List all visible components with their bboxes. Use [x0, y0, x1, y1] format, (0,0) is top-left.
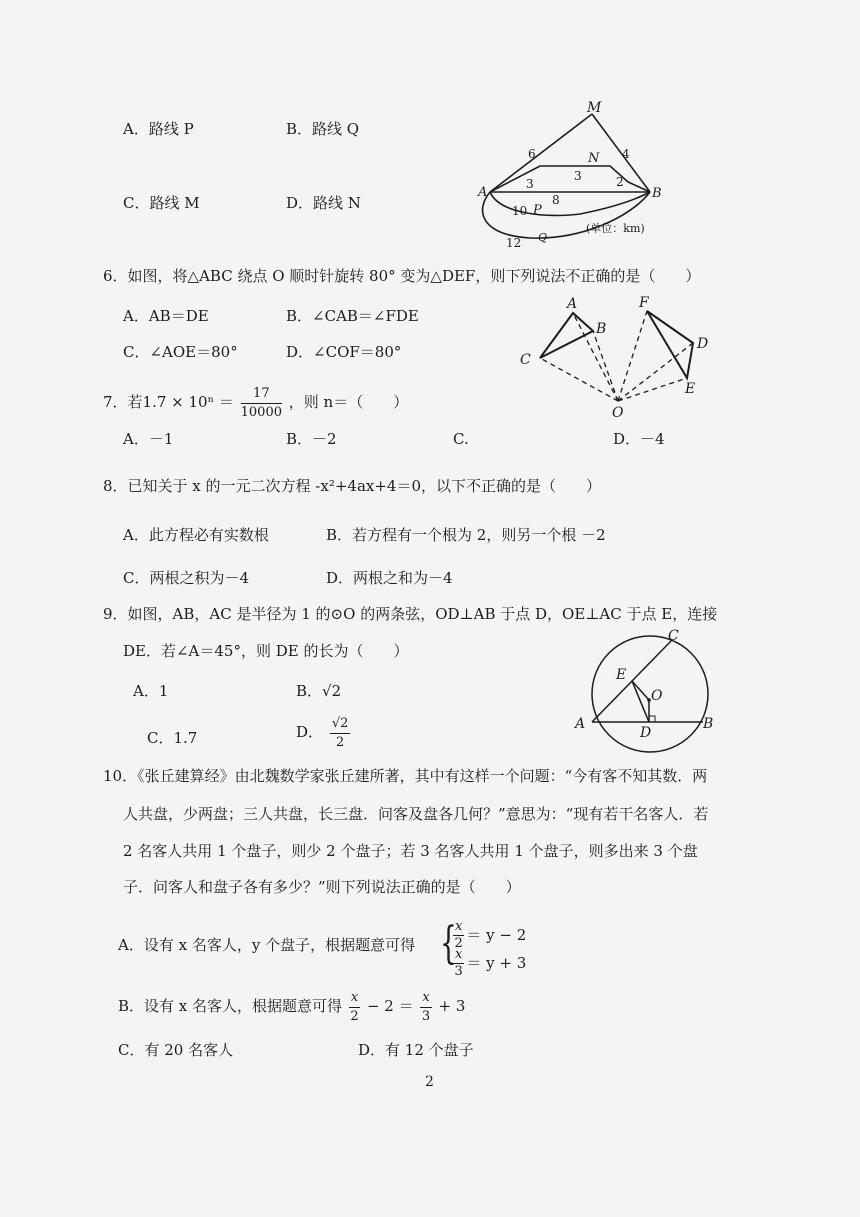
q10-option-b-end: + 3: [438, 997, 466, 1016]
q9-stem-line-2: DE．若∠A＝45°，则 DE 的长为（ ）: [123, 642, 409, 660]
q9-option-d-numerator: √2: [330, 716, 351, 734]
triangle-def: [647, 311, 693, 378]
q10-option-b-denominator-2: 3: [421, 1008, 431, 1024]
q7-fraction-numerator: 17: [241, 386, 282, 404]
label-b: B: [652, 186, 662, 201]
segment-oe: [632, 681, 649, 700]
q9-label-c: C: [668, 628, 679, 644]
segment-of: [618, 311, 647, 401]
edge-10: 10: [512, 204, 528, 218]
q9-option-d-denominator: 2: [335, 734, 345, 750]
edge-4: 4: [622, 147, 630, 161]
q7-option-c: C.: [453, 430, 469, 448]
q6-option-b: B．∠CAB＝∠FDE: [286, 307, 419, 325]
q6-label-o: O: [612, 405, 624, 421]
q6-label-e: E: [685, 381, 696, 397]
q9-option-d: [296, 716, 352, 750]
q6-label-f: F: [639, 295, 649, 311]
q10-eq2-fraction: [453, 948, 464, 980]
segment-oc: [540, 358, 618, 401]
q10-option-b-numerator-2: x: [420, 990, 431, 1008]
q9-option-d-fraction: [330, 716, 351, 750]
q7-option-d: D．－4: [613, 430, 665, 448]
q9-option-b-prefix: B．: [296, 682, 323, 700]
q6-label-b: B: [596, 321, 607, 337]
label-p: P: [533, 203, 542, 218]
q9-option-b-value: √2: [322, 682, 342, 700]
q10-option-b-prefix: B．设有 x 名客人，根据题意可得: [118, 997, 343, 1016]
q7-fraction: [241, 386, 282, 420]
q6-label-d: D: [697, 336, 709, 352]
q10-option-c: C．有 20 名客人: [118, 1041, 234, 1059]
segment-ob: [593, 331, 618, 401]
q9-circle-diagram: [570, 628, 720, 763]
q8-option-b: B．若方程有一个根为 2，则另一个根 －2: [326, 526, 606, 544]
q6-option-d: D．∠COF＝80°: [286, 343, 402, 361]
q6-option-c: C．∠AOE＝80°: [123, 343, 238, 361]
q7-fraction-denominator: 10000: [240, 404, 282, 420]
q9-label-e: E: [616, 667, 627, 683]
q10-option-b: [118, 990, 465, 1024]
q9-option-b: [296, 684, 341, 699]
q7-option-a: A．－1: [123, 430, 174, 448]
q7-stem-prefix: 7．若1.7 × 10ⁿ ＝: [103, 393, 234, 412]
q9-label-d: D: [640, 725, 652, 741]
edge-12: 12: [506, 236, 522, 250]
q6-rotation-diagram: [515, 293, 720, 423]
q5-option-a: A．路线 P: [123, 120, 194, 138]
segment-de: [632, 681, 649, 722]
edge-6: 6: [528, 147, 536, 161]
q10-eq2-denominator: 3: [454, 964, 463, 980]
q8-option-c: C．两根之积为－4: [123, 569, 250, 587]
q10-system-brace: {: [440, 918, 457, 969]
q7-option-b: B．－2: [286, 430, 337, 448]
edge-3b: 3: [574, 169, 582, 183]
q10-stem-line-1: 10．《张丘建算经》由北魏数学家张丘建所著，其中有这样一个问题：“今有客不知其数．两: [103, 767, 708, 785]
q10-eq2-rest: ＝ y + 3: [466, 953, 527, 972]
q9-stem-line-1: 9．如图，AB，AC 是半径为 1 的⊙O 的两条弦，OD⊥AB 于点 D，OE⊥AC 于点 E，连接: [103, 605, 718, 623]
q5-route-diagram: [470, 100, 670, 255]
q9-option-c: C．1.7: [147, 729, 198, 747]
q10-equation-2: [451, 948, 526, 980]
q8-option-a: A．此方程必有实数根: [123, 526, 269, 544]
edge-3a: 3: [526, 177, 534, 191]
q10-eq2-numerator: x: [453, 948, 464, 964]
q7-stem: [103, 386, 408, 420]
q10-stem-line-3: 2 名客人共用 1 个盘子，则少 2 个盘子；若 3 名客人共用 1 个盘子，则多出来 3 个盘: [123, 842, 698, 860]
q10-option-b-numerator-1: x: [349, 990, 360, 1008]
q10-eq1-numerator: x: [453, 920, 464, 936]
segment-oe: [618, 378, 687, 401]
q6-option-a: A．AB＝DE: [123, 307, 209, 325]
q10-option-b-fraction-2: [420, 990, 431, 1024]
q9-option-d-prefix: D．: [296, 723, 324, 742]
q5-option-d: D．路线 N: [286, 194, 361, 212]
route-n: [490, 166, 650, 192]
label-m: M: [587, 100, 602, 116]
q6-label-c: C: [520, 352, 531, 368]
q10-stem-line-2: 人共盘，少两盘；三人共盘，长三盘．问客及盘各几何？”意思为：“现有若干名客人．若: [123, 805, 709, 823]
q7-stem-suffix: ，则 n＝（ ）: [288, 393, 409, 412]
q10-equation-1: [451, 920, 526, 952]
label-a: A: [478, 185, 488, 200]
q9-label-a: A: [575, 716, 586, 732]
q9-label-o: O: [651, 688, 663, 704]
q10-eq1-denominator: 2: [454, 936, 463, 952]
q10-option-b-fraction-1: [349, 990, 360, 1024]
q8-option-d: D．两根之和为－4: [326, 569, 453, 587]
q10-option-a-prefix: A．设有 x 名客人，y 个盘子，根据题意可得: [118, 936, 416, 954]
q6-stem: 6．如图，将△ABC 绕点 O 顺时针旋转 80° 变为△DEF，则下列说法不正确的是（ ）: [103, 267, 701, 285]
q8-stem: 8．已知关于 x 的一元二次方程 -x²+4ax+4＝0，以下不正确的是（ ）: [103, 477, 602, 495]
q10-eq1-rest: ＝ y − 2: [466, 925, 527, 944]
edge-8: 8: [552, 193, 560, 207]
right-angle-mark: [649, 716, 655, 722]
q5-option-b: B．路线 Q: [286, 120, 360, 138]
q6-label-a: A: [567, 296, 578, 312]
q5-option-c: C．路线 M: [123, 194, 200, 212]
segment-od: [618, 343, 696, 401]
q10-option-d: D．有 12 个盘子: [358, 1041, 474, 1059]
q10-option-b-denominator-1: 2: [350, 1008, 359, 1024]
q10-option-b-middle: − 2 ＝: [366, 997, 414, 1016]
page-number: 2: [425, 1074, 434, 1090]
q9-option-a: A．1: [133, 682, 169, 700]
label-q: Q: [538, 231, 548, 244]
unit-label: (单位：km): [586, 222, 645, 235]
q9-label-b: B: [703, 716, 714, 732]
edge-2: 2: [616, 175, 624, 189]
label-n: N: [588, 151, 600, 166]
q10-stem-line-4: 子．问客人和盘子各有多少？”则下列说法正确的是（ ）: [123, 878, 521, 896]
